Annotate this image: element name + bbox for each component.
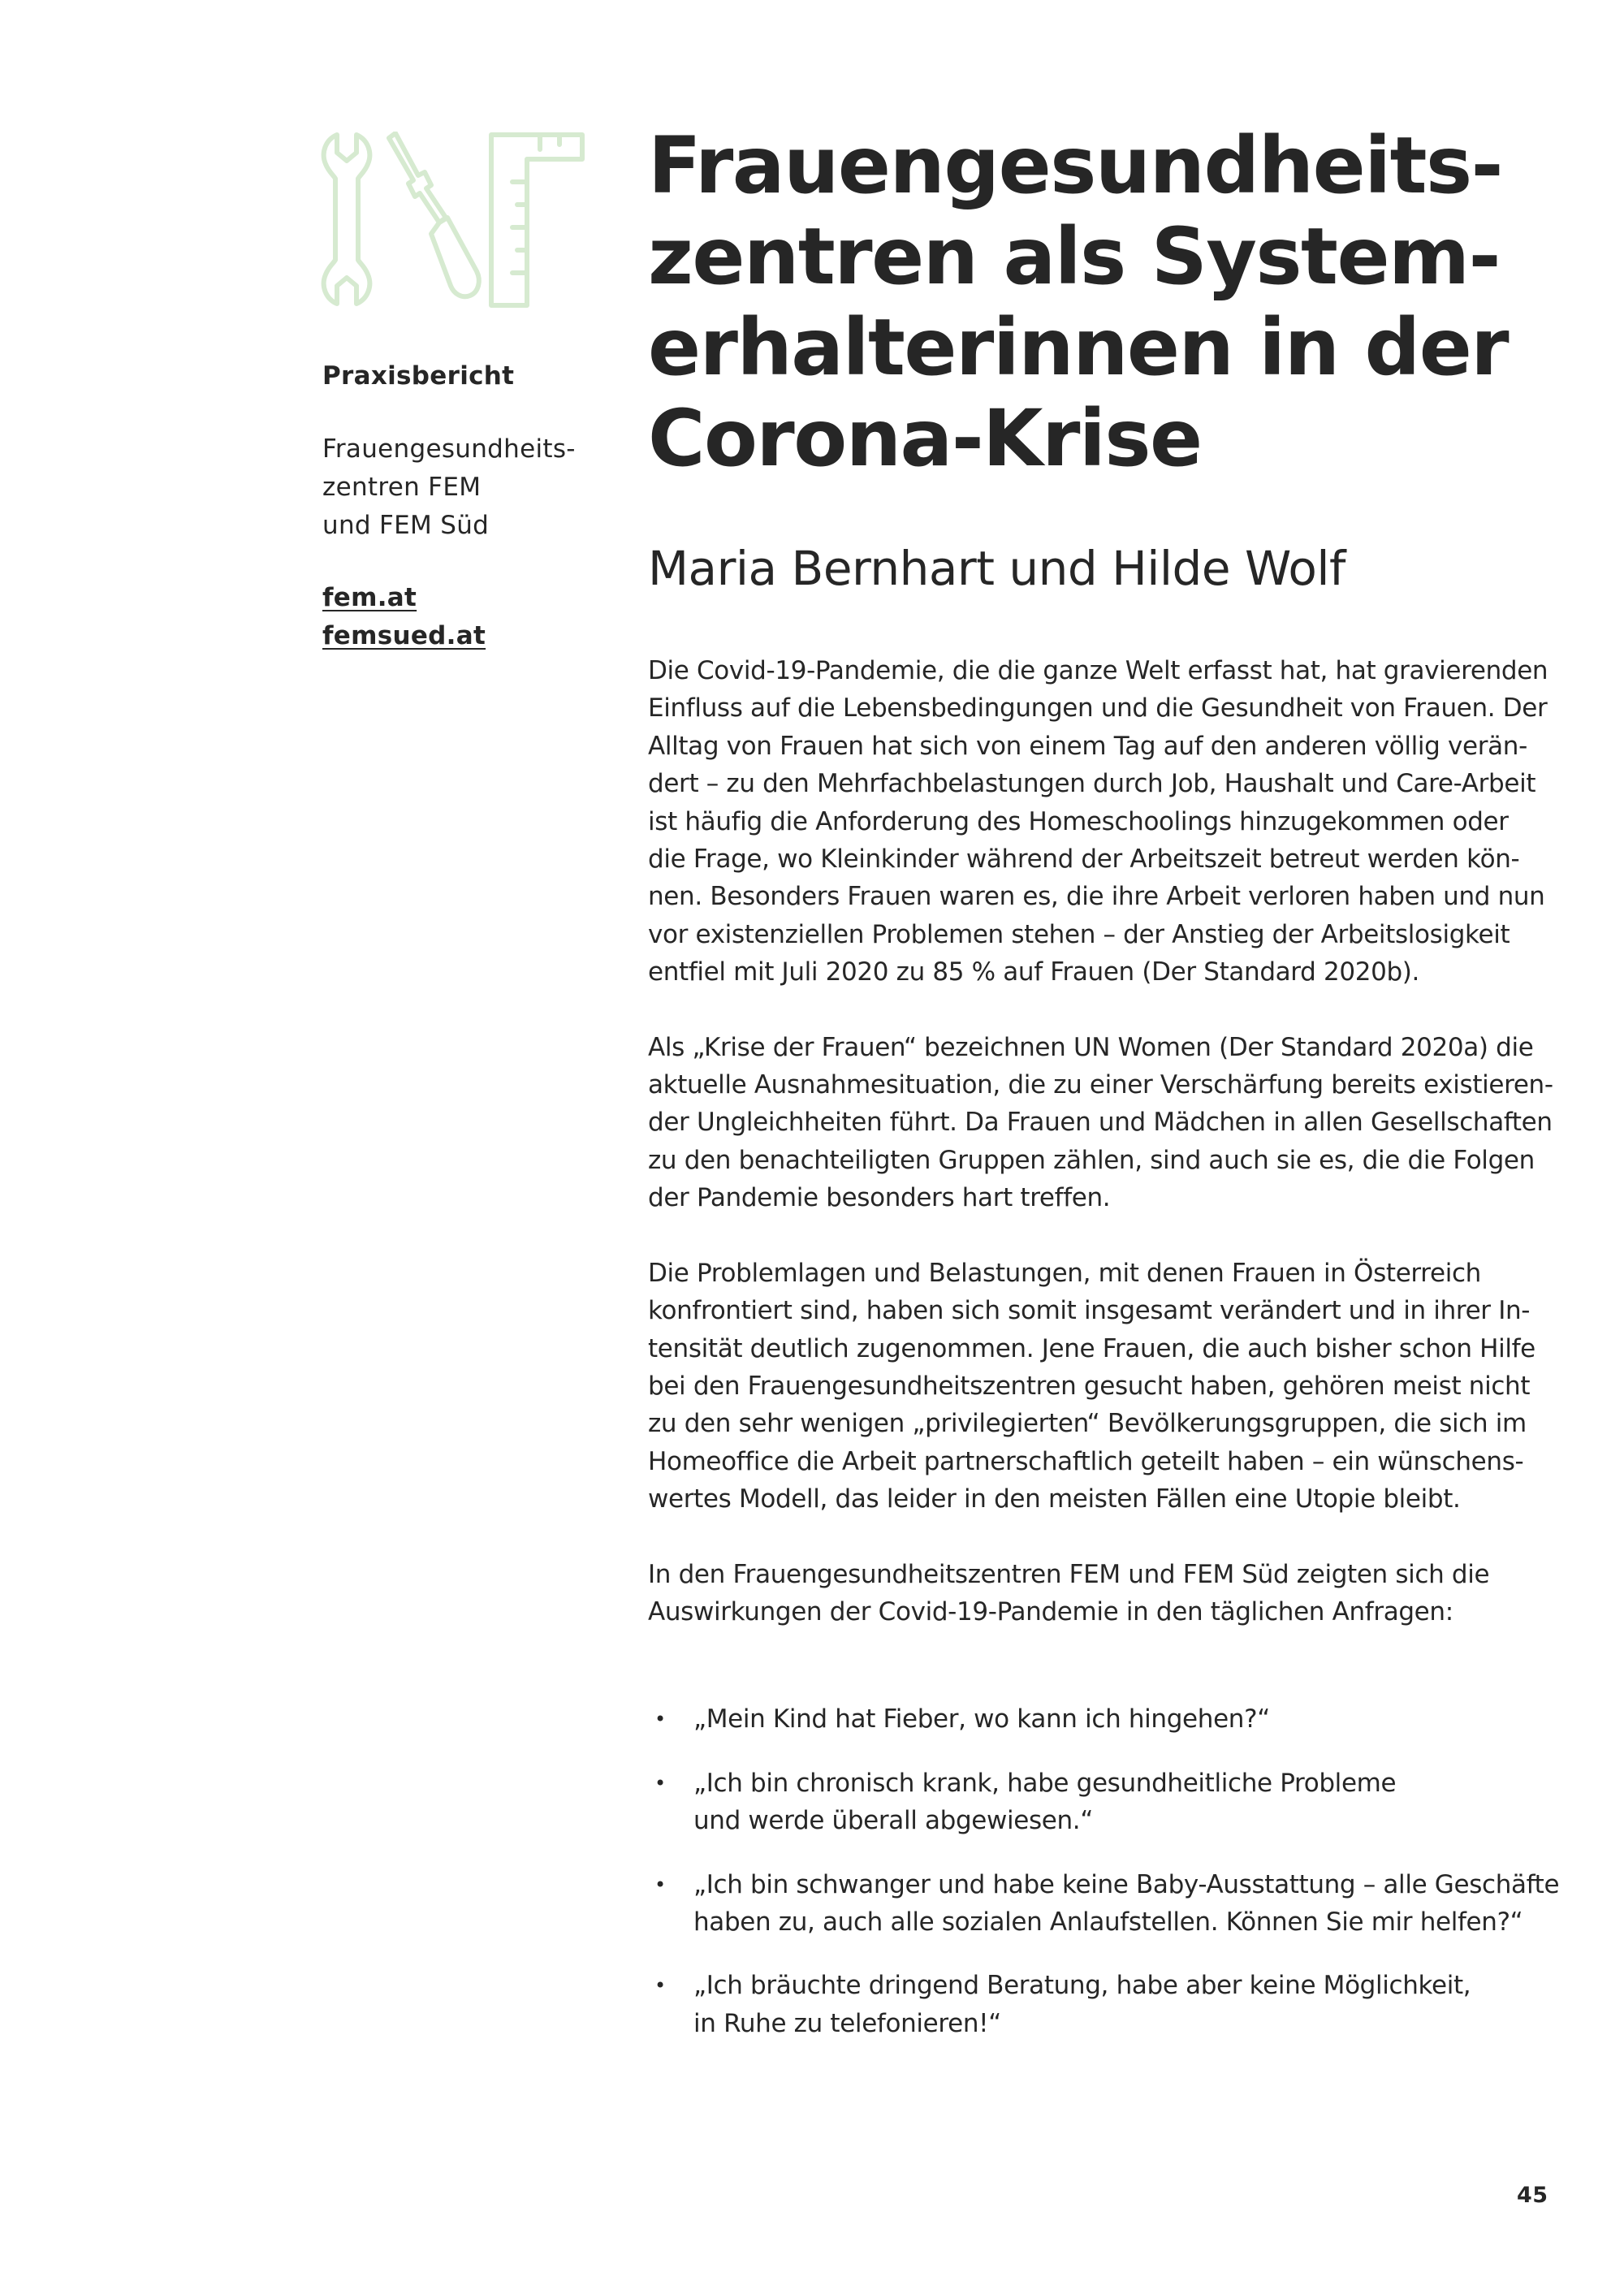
text-line: wertes Modell, das leider in den meisten Fällen eine Utopie bleibt. [648, 1484, 1461, 1514]
link-fem[interactable]: fem.at [322, 583, 417, 612]
paragraph [648, 1029, 1561, 1217]
quote-line: in Ruhe zu telefonieren!“ [693, 2008, 1001, 2038]
quote-line: und werde überall abgewiesen.“ [693, 1806, 1094, 1836]
text-line: dert – zu den Mehrfachbelastungen durch Job, Haushalt und Care-Arbeit [648, 769, 1536, 799]
text-line: der Ungleichheiten führt. Da Frauen und Mädchen in allen Gesellschaften [648, 1108, 1553, 1138]
text-line: bei den Frauengesundheitszentren gesucht haben, gehören meist nicht [648, 1371, 1531, 1401]
list-item [648, 1765, 1561, 1840]
wrench-icon [324, 135, 370, 304]
bullet-icon: • [654, 1974, 666, 1998]
website-links [322, 579, 615, 655]
article-title [648, 120, 1561, 484]
text-line: ist häufig die Anforderung des Homeschoolings hinzugekommen oder [648, 806, 1509, 836]
text-line: Alltag von Frauen hat sich von einem Tag auf den anderen völlig verän- [648, 731, 1527, 761]
article-body [648, 652, 1561, 2042]
list-item [648, 1866, 1561, 1942]
org-line: zentren FEM [322, 473, 482, 502]
sidebar [322, 357, 615, 655]
quote-line: „Mein Kind hat Fieber, wo kann ich hingehen?“ [693, 1704, 1270, 1735]
organization-name [322, 430, 615, 545]
paragraph [648, 1556, 1561, 1631]
screwdriver-icon [389, 133, 479, 296]
list-item [648, 1700, 1561, 1738]
text-line: Auswirkungen der Covid-19-Pandemie in den täglichen Anfragen: [648, 1596, 1453, 1627]
quote-line: „Ich bin schwanger und habe keine Baby-Ausstattung – alle Geschäfte [693, 1869, 1560, 1899]
quote-list [648, 1700, 1561, 2042]
text-line: zu den benachteiligten Gruppen zählen, sind auch sie es, die die Folgen [648, 1145, 1535, 1175]
text-line: nen. Besonders Frauen waren es, die ihre Arbeit verloren haben und nun [648, 882, 1545, 912]
tools-icon [321, 132, 585, 309]
title-line: Corona-Krise [648, 393, 1202, 484]
bullet-icon: • [654, 1873, 666, 1896]
title-line: erhalterinnen in der [648, 302, 1509, 393]
page-number: 45 [1517, 2183, 1548, 2208]
quote-line: haben zu, auch alle sozialen Anlaufstellen. Können Sie mir helfen?“ [693, 1907, 1523, 1937]
text-line: vor existenziellen Problemen stehen – der Anstieg der Arbeitslosigkeit [648, 919, 1510, 949]
org-line: Frauengesundheits- [322, 434, 576, 464]
ruler-icon [491, 135, 582, 305]
quote-line: „Ich bin chronisch krank, habe gesundheitliche Probleme [693, 1768, 1397, 1798]
text-line: Als „Krise der Frauen“ bezeichnen UN Women (Der Standard 2020a) die [648, 1032, 1534, 1062]
text-line: tensität deutlich zugenommen. Jene Frauen, die auch bisher schon Hilfe [648, 1333, 1535, 1363]
quote-line: „Ich bräuchte dringend Beratung, habe aber keine Möglichkeit, [693, 1971, 1471, 2001]
text-line: die Frage, wo Kleinkinder während der Arbeitszeit betreut werden kön- [648, 845, 1520, 875]
link-femsued[interactable]: femsued.at [322, 621, 486, 650]
text-line: zu den sehr wenigen „privilegierten“ Bevölkerungsgruppen, die sich im [648, 1409, 1527, 1439]
bullet-icon: • [654, 1771, 666, 1795]
title-line: Frauengesundheits- [648, 120, 1502, 211]
section-label: Praxisbericht [322, 361, 515, 391]
article-authors: Maria Bernhart und Hilde Wolf [648, 541, 1345, 596]
text-line: Die Covid-19-Pandemie, die die ganze Welt erfasst hat, hat gravierenden [648, 656, 1548, 685]
text-line: Die Problemlagen und Belastungen, mit denen Frauen in Österreich [648, 1258, 1481, 1288]
text-line: aktuelle Ausnahmesituation, die zu einer Verschärfung bereits existieren- [648, 1070, 1553, 1100]
text-line: Homeoffice die Arbeit partnerschaftlich geteilt haben – ein wünschens- [648, 1446, 1524, 1476]
article [648, 120, 1561, 2068]
bullet-icon: • [654, 1708, 666, 1731]
title-line: zentren als System- [648, 211, 1500, 302]
paragraph [648, 652, 1561, 991]
text-line: Einfluss auf die Lebensbedingungen und die Gesundheit von Frauen. Der [648, 693, 1548, 724]
paragraph [648, 1255, 1561, 1519]
text-line: entfiel mit Juli 2020 zu 85 % auf Frauen (Der Standard 2020b). [648, 957, 1420, 987]
text-line: der Pandemie besonders hart treffen. [648, 1183, 1111, 1213]
org-line: und FEM Süd [322, 511, 490, 540]
text-line: In den Frauengesundheitszentren FEM und FEM Süd zeigten sich die [648, 1559, 1490, 1589]
list-item [648, 1967, 1561, 2042]
text-line: konfrontiert sind, haben sich somit insgesamt verändert und in ihrer In- [648, 1296, 1531, 1326]
